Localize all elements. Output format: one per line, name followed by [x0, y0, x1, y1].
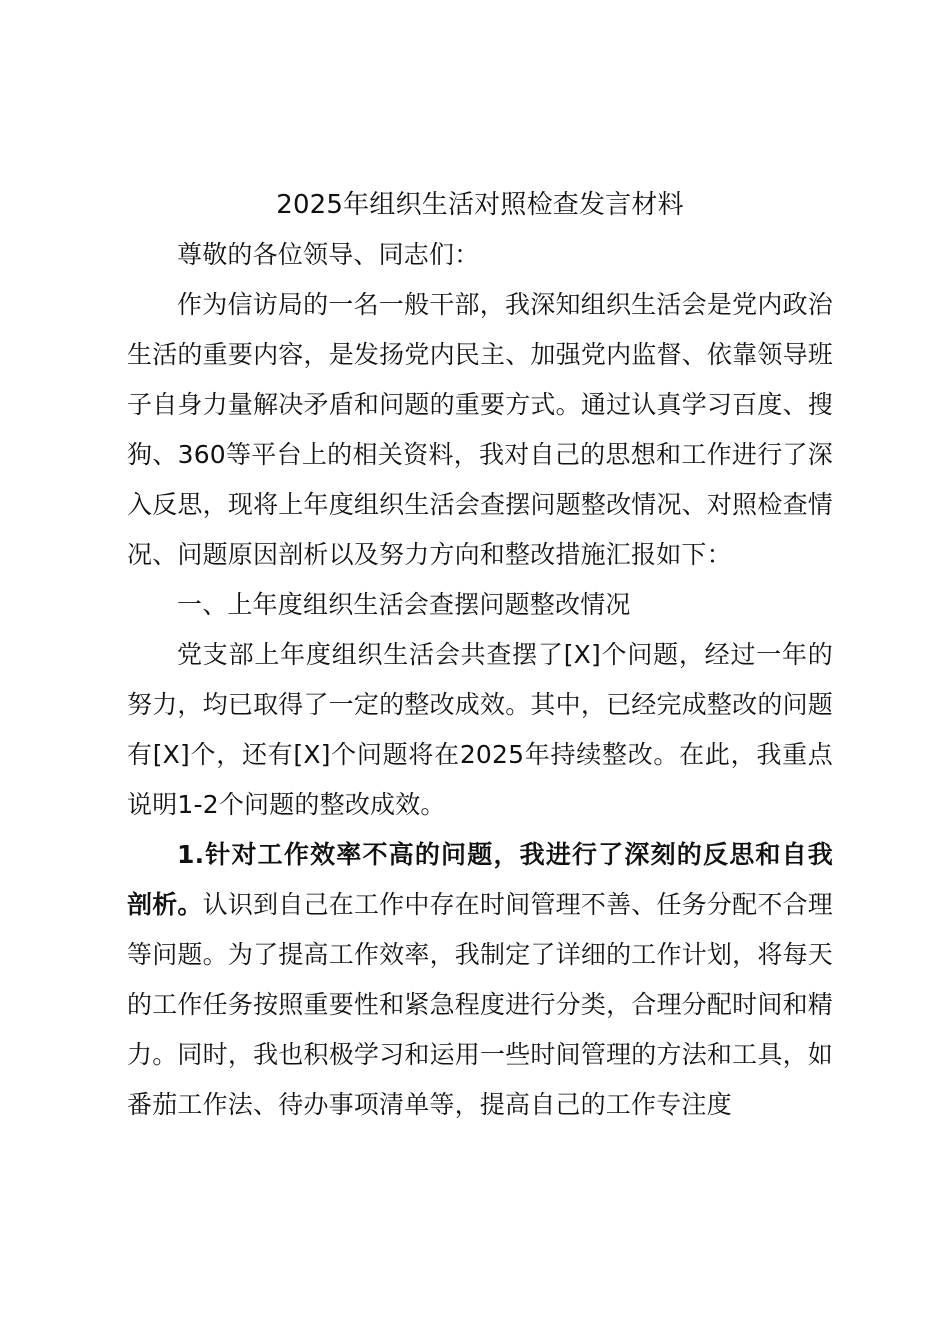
section-1-paragraph: 党支部上年度组织生活会共查摆了[X]个问题，经过一年的努力，均已取得了一定的整改成效。其中，已经完成整改的问题有[X]个，还有[X]个问题将在2025年持续整改。在此，我重点说明1-2个问题的整改成效。 — [127, 640, 833, 819]
document-body — [127, 180, 833, 1130]
greeting-line: 尊敬的各位领导、同志们： — [177, 240, 480, 269]
section-1-heading: 一、上年度组织生活会查摆问题整改情况 — [177, 590, 631, 619]
document-title: 2025年组织生活对照检查发言材料 — [276, 190, 684, 220]
item-1-paragraph — [127, 830, 833, 1130]
intro-paragraph: 作为信访局的一名一般干部，我深知组织生活会是党内政治生活的重要内容，是发扬党内民主、加强党内监督、依靠领导班子自身力量解决矛盾和问题的重要方式。通过认真学习百度、搜狗、360等平台上的相关资料，我对自己的思想和工作进行了深入反思，现将上年度组织生活会查摆问题整改情况、对照检查情况、问题原因剖析以及努力方向和整改措施汇报如下： — [127, 290, 833, 569]
item-1-body: 认识到自己在工作中存在时间管理不善、任务分配不合理等问题。为了提高工作效率，我制定了详细的工作计划，将每天的工作任务按照重要性和紧急程度进行分类，合理分配时间和精力。同时，我也积极学习和运用一些时间管理的方法和工具，如番茄工作法、待办事项清单等，提高自己的工作专注度 — [127, 890, 833, 1119]
item-1-lead: 1.针对工作效率不高的问题，我进行了深刻的反思和自我剖析。 — [127, 840, 833, 919]
